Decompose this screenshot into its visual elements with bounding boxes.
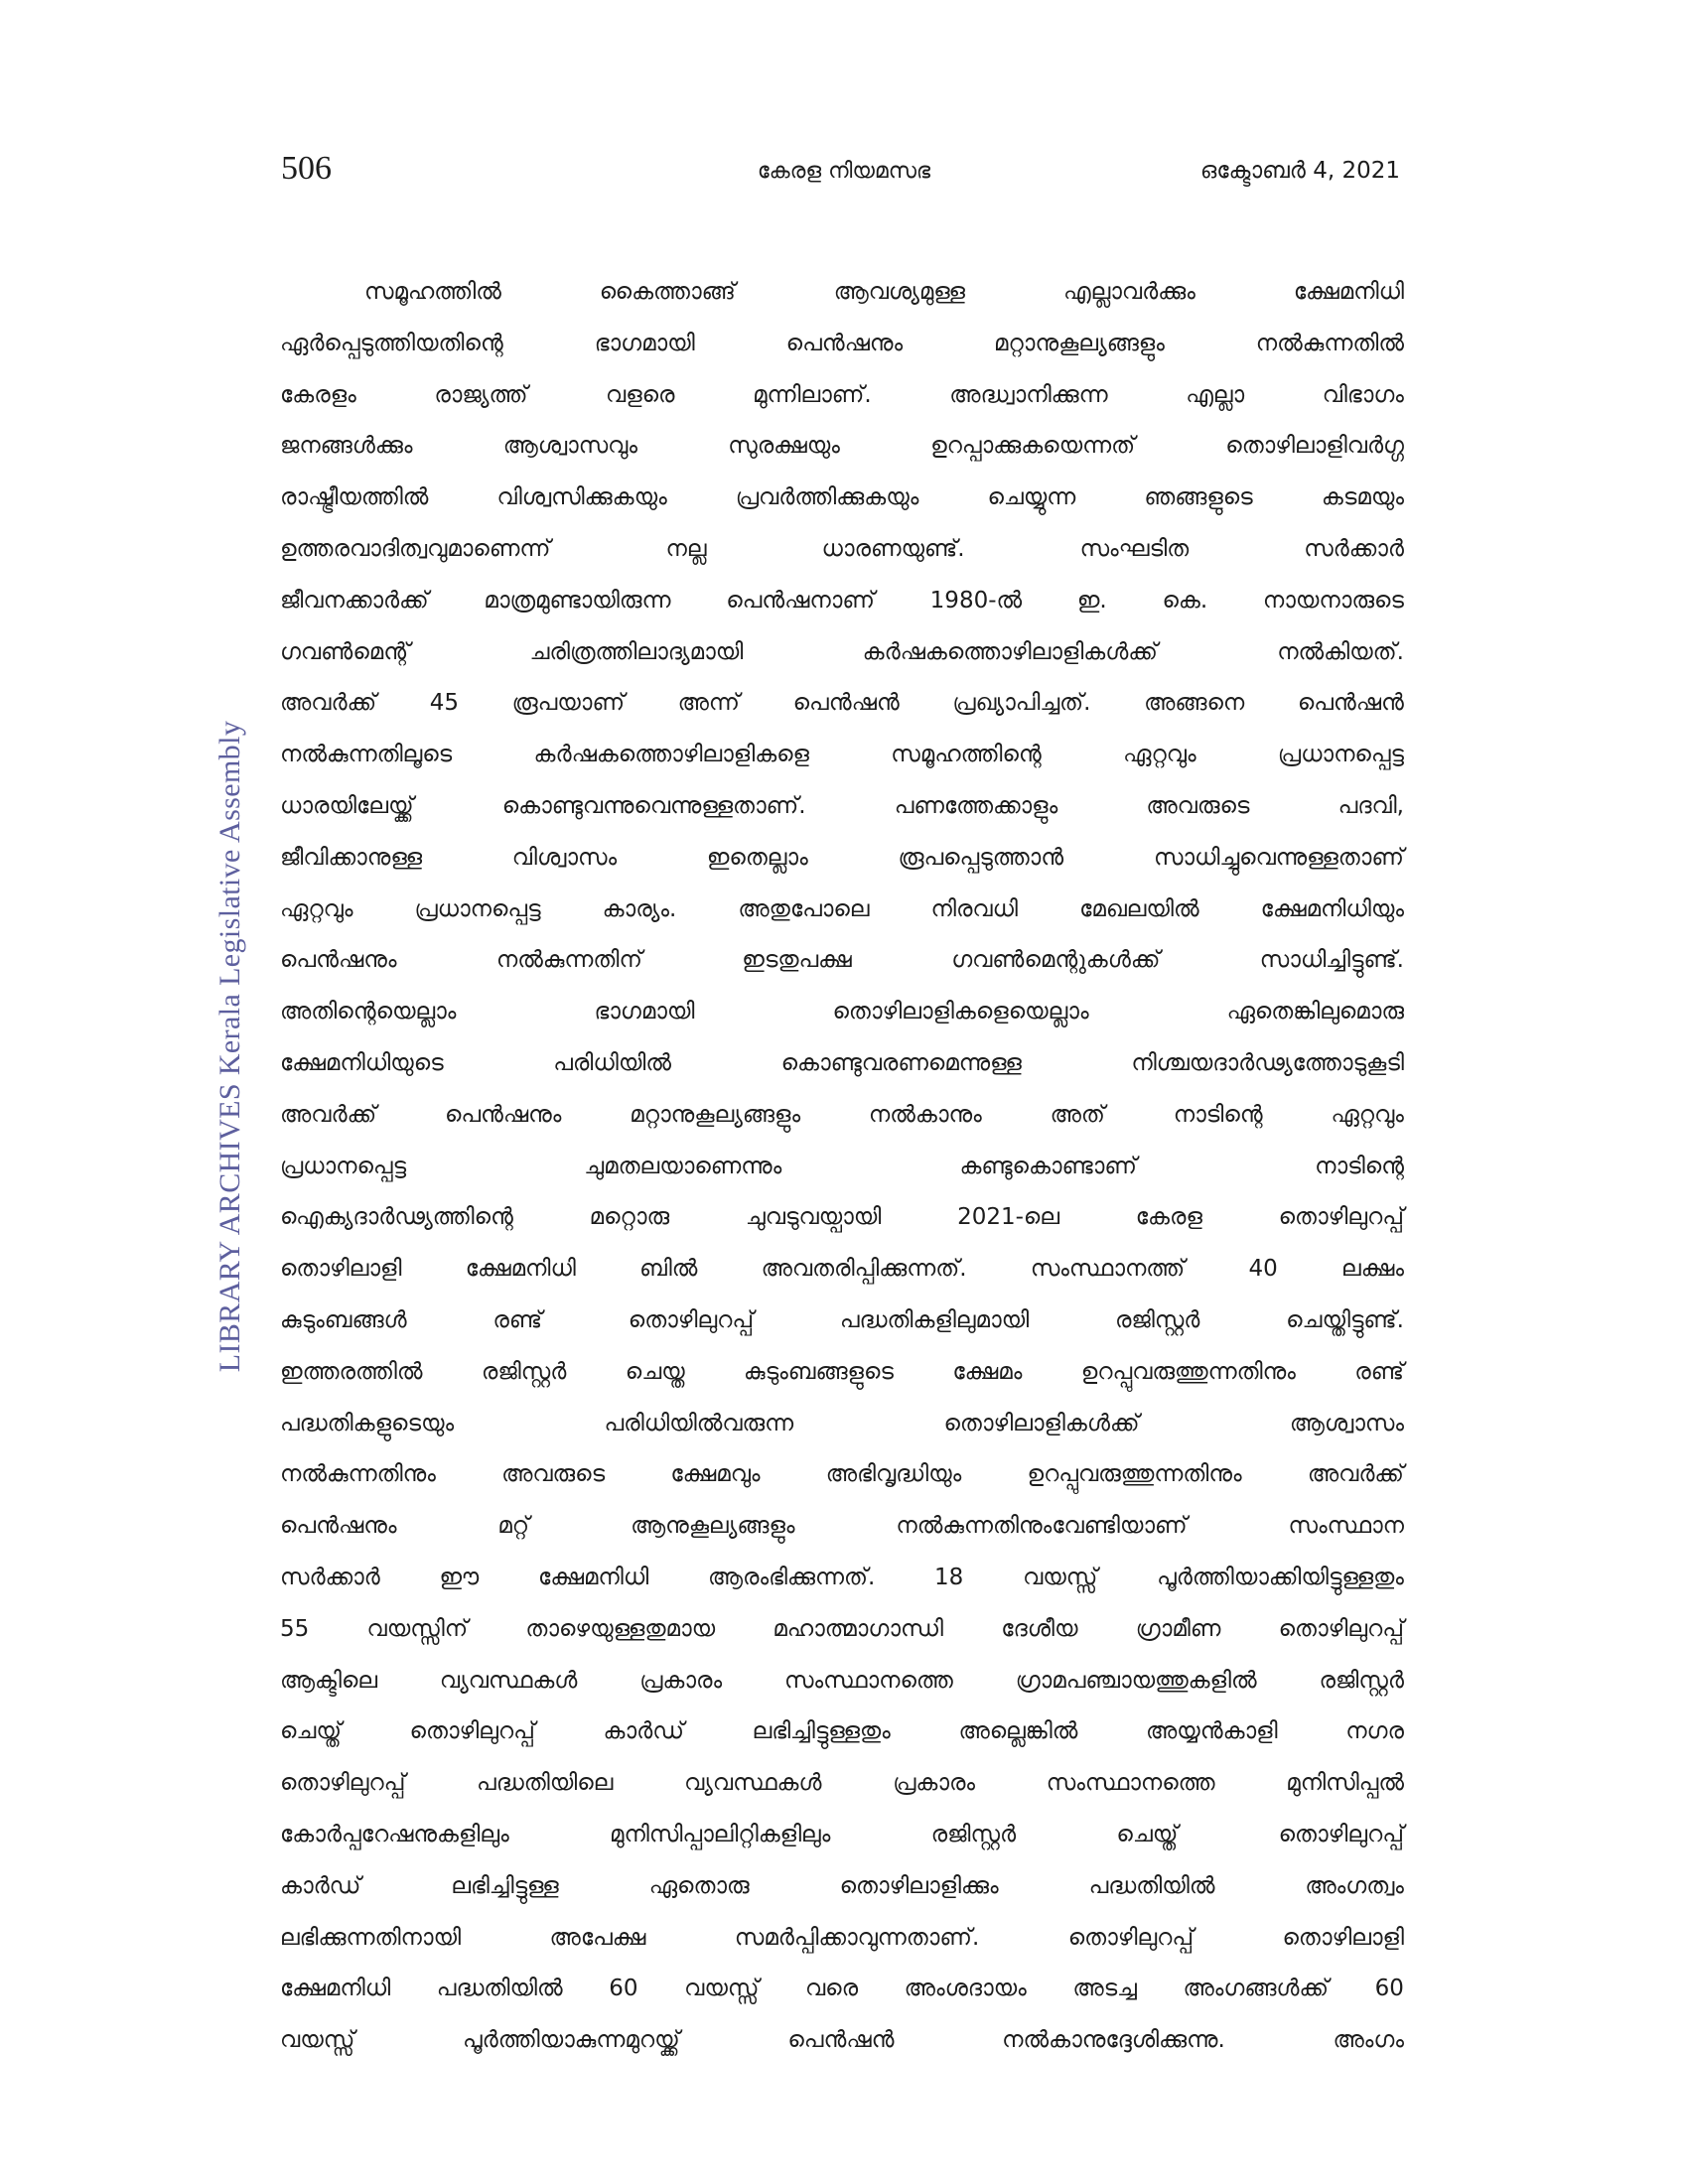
word: ബിൽ	[639, 1256, 698, 1283]
word: ലഭിക്കുന്നതിനായി	[280, 1924, 462, 1951]
word: സംസ്ഥാനത്തെ	[1046, 1770, 1215, 1797]
word: കുടുംബങ്ങളുടെ	[744, 1358, 894, 1385]
word: അഭിവൃദ്ധിയും	[825, 1461, 962, 1488]
word: താഴെയുള്ളതുമായ	[525, 1615, 716, 1642]
body-paragraph	[280, 266, 1404, 2066]
word: ഈ	[439, 1564, 480, 1590]
text-line	[280, 2014, 1404, 2066]
word: അംഗത്വം	[1305, 1872, 1404, 1899]
word: ജീവിക്കാനുള്ള	[280, 844, 423, 871]
word: പൂർത്തിയാക്കിയിട്ടുള്ളതും	[1157, 1564, 1404, 1590]
word: അവരുടെ	[1146, 792, 1250, 819]
word: 60	[1374, 1976, 1404, 2002]
word: പെൻഷൻ	[1297, 690, 1404, 717]
word: അംഗം	[1333, 2027, 1404, 2054]
word: ചരിത്രത്തിലാദ്യമായി	[529, 638, 744, 665]
word: പെൻഷൻ	[792, 690, 900, 717]
word: പ്രകാരം	[893, 1770, 976, 1797]
text-line	[280, 1398, 1404, 1449]
word: രണ്ട്	[492, 1306, 543, 1333]
word: വയസ്സ്	[684, 1976, 760, 2002]
word: പെൻഷനാണ്	[726, 587, 875, 614]
word: കടമയും	[1321, 484, 1404, 511]
text-line	[280, 1448, 1404, 1500]
word: മറ്റാനുകൂല്യങ്ങളും	[994, 330, 1165, 356]
word: തൊഴിലാളികൾക്ക്	[943, 1410, 1140, 1436]
word: ചുവടുവയ്പായി	[745, 1204, 882, 1231]
text-line	[280, 1141, 1404, 1192]
word: സുരക്ഷയും	[728, 433, 840, 460]
word: ക്ഷേമനിധി	[1293, 279, 1404, 305]
word: പെൻഷനും	[444, 1101, 562, 1128]
text-line	[280, 1552, 1404, 1603]
word: ക്ഷേമം	[952, 1358, 1023, 1385]
word: നിരവധി	[930, 895, 1019, 922]
text-line	[280, 369, 1404, 421]
word: രജിസ്റ്റർ	[1114, 1306, 1200, 1333]
word: മുന്നിലാണ്.	[753, 381, 872, 408]
word: ഏറ്റവും	[1331, 1101, 1404, 1128]
word: മേഖലയിൽ	[1079, 895, 1199, 922]
word: ധാരയിലേയ്ക്ക്	[280, 792, 414, 819]
word: ചെയ്യുന്ന	[987, 484, 1076, 511]
word: അംശദായം	[904, 1976, 1027, 2002]
word: ഏർപ്പെടുത്തിയതിന്റെ	[280, 330, 503, 356]
word: അവർക്ക്	[1307, 1461, 1404, 1488]
word: രജിസ്റ്റർ	[1319, 1667, 1404, 1694]
word: കൈത്താങ്ങ്	[599, 279, 736, 305]
word: പ്രധാനപ്പെട്ട	[280, 1153, 407, 1179]
text-line	[280, 1860, 1404, 1912]
word: പദ്ധതിയിലെ	[477, 1770, 614, 1797]
word: വിഭാഗം	[1322, 381, 1404, 408]
word: നൽകുന്നതിനും	[280, 1461, 436, 1488]
word: കർഷകത്തൊഴിലാളികൾക്ക്	[862, 638, 1158, 665]
word: പ്രധാനപ്പെട്ട	[1277, 742, 1404, 768]
word: രണ്ട്	[1354, 1358, 1404, 1385]
word: 45	[429, 690, 460, 717]
word: ഏതെങ്കിലുമൊരു	[1226, 999, 1404, 1025]
word: ലഭിച്ചിട്ടുള്ള	[451, 1872, 559, 1899]
word: മറ്റ്	[497, 1513, 530, 1540]
word: തൊഴിലാളികളെയെല്ലാം	[832, 999, 1089, 1025]
word: പ്രഖ്യാപിച്ചത്.	[952, 690, 1091, 717]
word: രജിസ്റ്റർ	[481, 1358, 567, 1385]
word: സംഘടിത	[1079, 535, 1190, 562]
word: തൊഴിലാളിക്കും	[839, 1872, 999, 1899]
word: 55	[280, 1615, 310, 1642]
word: തൊഴിലുറപ്പ്	[409, 1718, 535, 1745]
word: തൊഴിലുറപ്പ്	[1067, 1924, 1195, 1951]
text-line	[280, 1963, 1404, 2014]
word: അത്	[1050, 1101, 1105, 1128]
page-date: ഒക്ടോബർ 4, 2021	[1199, 158, 1400, 184]
word: വിശ്വസിക്കുകയും	[496, 484, 667, 511]
word: അല്ലെങ്കിൽ	[958, 1718, 1078, 1745]
text-line	[280, 1912, 1404, 1964]
word: അയ്യൻകാളി	[1146, 1718, 1278, 1745]
word: പെൻഷനും	[280, 947, 397, 974]
text-line	[280, 472, 1404, 523]
word: ഉറപ്പുവരുത്തുന്നതിനും	[1080, 1358, 1296, 1385]
word: അവർക്ക്	[280, 690, 377, 717]
text-line	[280, 1706, 1404, 1757]
word: ചെയ്ത്	[1116, 1821, 1179, 1847]
word: ക്ഷേമനിധി	[538, 1564, 649, 1590]
word: ഇ.	[1076, 587, 1107, 614]
text-line	[280, 1243, 1404, 1295]
word: വയസ്സ്	[280, 2027, 355, 2054]
word: രാജ്യത്ത്	[434, 381, 528, 408]
word: പ്രധാനപ്പെട്ട	[414, 895, 541, 922]
text-line	[280, 1655, 1404, 1706]
word: സാധിച്ചിട്ടുണ്ട്.	[1259, 947, 1404, 974]
word: ചുമതലയാണെന്നും	[584, 1153, 782, 1179]
word: 1980-ൽ	[929, 587, 1023, 614]
word: നൽകുന്നതിനുംവേണ്ടിയാണ്	[896, 1513, 1188, 1540]
word: ചെയ്തിട്ടുണ്ട്.	[1286, 1306, 1404, 1333]
word: നൽകാനും	[868, 1101, 982, 1128]
word: ക്ഷേമനിധി	[280, 1976, 391, 2002]
word: മുനിസിപ്പാലിറ്റികളിലും	[610, 1821, 831, 1847]
word: ഏറ്റവും	[280, 895, 353, 922]
text-line	[280, 986, 1404, 1037]
word: തൊഴിലാളി	[280, 1256, 402, 1283]
word: മാത്രമുണ്ടായിരുന്ന	[484, 587, 671, 614]
word: അവതരിപ്പിക്കുന്നത്.	[761, 1256, 967, 1283]
word: ധാരണയുണ്ട്.	[821, 535, 965, 562]
word: പൂർത്തിയാകുന്നമുറയ്ക്ക്	[462, 2027, 680, 2054]
word: വയസ്സ്	[1023, 1564, 1098, 1590]
word: നല്ല	[665, 535, 707, 562]
word: 2021-ലെ	[957, 1204, 1060, 1231]
page-number: 506	[281, 150, 332, 187]
word: സാധിച്ചുവെന്നുള്ളതാണ്	[1153, 844, 1404, 871]
word: ഭാഗമായി	[594, 330, 695, 356]
word: തൊഴിലുറപ്പ്	[1278, 1821, 1404, 1847]
word: പെൻഷനും	[785, 330, 904, 356]
word: അങ്ങനെ	[1144, 690, 1245, 717]
word: വളരെ	[606, 381, 675, 408]
text-line	[280, 677, 1404, 729]
word: ആശ്വാസം	[1289, 1410, 1404, 1436]
word: ഇടതുപക്ഷ	[742, 947, 852, 974]
text-line	[280, 780, 1404, 832]
text-line	[280, 266, 1404, 318]
word: നാടിന്റെ	[1173, 1101, 1263, 1128]
text-line	[280, 1757, 1404, 1809]
word: ക്ഷേമനിധിയുടെ	[280, 1049, 444, 1076]
word: ലക്ഷം	[1341, 1256, 1404, 1283]
word: ഭാഗമായി	[594, 999, 695, 1025]
word: ക്ഷേമനിധി	[465, 1256, 576, 1283]
word: സർക്കാർ	[280, 1564, 380, 1590]
word: 40	[1248, 1256, 1278, 1283]
word: ആക്ടിലെ	[280, 1667, 378, 1694]
word: തൊഴിലുറപ്പ്	[280, 1770, 406, 1797]
word: ഗവൺമെന്റുകൾക്ക്	[951, 947, 1161, 974]
word: ഞങ്ങളുടെ	[1144, 484, 1253, 511]
word: കാര്യം.	[602, 895, 677, 922]
word: സംസ്ഥാന	[1288, 1513, 1404, 1540]
word: ക്ഷേമവും	[670, 1461, 761, 1488]
word: വരെ	[804, 1976, 859, 2002]
word: മഹാത്മാഗാന്ധി	[773, 1615, 943, 1642]
word: നൽകാനുദ്ദേശിക്കുന്നു.	[1002, 2027, 1225, 2054]
word: കാർഡ്	[280, 1872, 361, 1899]
word: നൽകിയത്.	[1277, 638, 1404, 665]
word: ഉത്തരവാദിത്വവുമാണെന്ന്	[280, 535, 551, 562]
word: അടച്ച	[1072, 1976, 1137, 2002]
word: നാടിന്റെ	[1315, 1153, 1404, 1179]
text-line	[280, 832, 1404, 884]
word: പണത്തേക്കാളും	[894, 792, 1058, 819]
text-line	[280, 1603, 1404, 1655]
word: നൽകുന്നതിൽ	[1255, 330, 1404, 356]
word: ചെയ്ത്	[280, 1718, 342, 1745]
word: രാഷ്ട്രീയത്തിൽ	[280, 484, 429, 511]
text-line	[280, 1037, 1404, 1089]
word: കുടുംബങ്ങൾ	[280, 1306, 407, 1333]
word: കൊണ്ടുവരണമെന്നുള്ള	[780, 1049, 1022, 1076]
word: 60	[609, 1976, 638, 2002]
text-line	[280, 729, 1404, 780]
word: അപേക്ഷ	[549, 1924, 646, 1951]
word: രജിസ്റ്റർ	[930, 1821, 1017, 1847]
word: സമർപ്പിക്കാവുന്നതാണ്.	[734, 1924, 980, 1951]
word: കോർപ്പറേഷനുകളിലും	[280, 1821, 509, 1847]
text-line	[280, 1191, 1404, 1243]
word: സംസ്ഥാനത്ത്	[1030, 1256, 1186, 1283]
word: ആവശ്യമുള്ള	[833, 279, 965, 305]
word: അതിന്റെയെല്ലാം	[280, 999, 457, 1025]
word: ഉറപ്പാക്കുകയെന്നത്	[930, 433, 1136, 460]
word: മറ്റാനുകൂല്യങ്ങളും	[630, 1101, 801, 1128]
text-line	[280, 626, 1404, 678]
word: ഏറ്റവും	[1123, 742, 1196, 768]
text-line	[280, 575, 1404, 626]
word: പരിധിയിൽവരുന്ന	[604, 1410, 794, 1436]
word: പദവി,	[1337, 792, 1404, 819]
word: ജീവനക്കാർക്ക്	[280, 587, 429, 614]
word: സമൂഹത്തിന്റെ	[891, 742, 1042, 768]
text-line	[280, 1346, 1404, 1398]
word: നായനാരുടെ	[1262, 587, 1404, 614]
word: അദ്ധ്വാനിക്കുന്ന	[949, 381, 1108, 408]
word: മറ്റൊരു	[589, 1204, 670, 1231]
word: നഗര	[1345, 1718, 1404, 1745]
word: എല്ലാ	[1186, 381, 1245, 408]
word: എല്ലാവർക്കും	[1062, 279, 1196, 305]
word: 18	[934, 1564, 964, 1590]
word: വ്യവസ്ഥകൾ	[439, 1667, 578, 1694]
word: പദ്ധതിയിൽ	[1088, 1872, 1215, 1899]
word: നൽകുന്നതിലൂടെ	[280, 742, 453, 768]
word: ആരംഭിക്കുന്നത്.	[707, 1564, 876, 1590]
word: ലഭിച്ചിട്ടുള്ളതും	[752, 1718, 891, 1745]
text-line	[280, 884, 1404, 935]
word: വിശ്വാസം	[511, 844, 618, 871]
word: കർഷകത്തൊഴിലാളികളെ	[533, 742, 809, 768]
text-line	[280, 1089, 1404, 1141]
word: ക്ഷേമനിധിയും	[1260, 895, 1404, 922]
word: വയസ്സിന്	[366, 1615, 469, 1642]
word: ഗവൺമെന്റ്	[280, 638, 411, 665]
word: അംഗങ്ങൾക്ക്	[1183, 1976, 1330, 2002]
word: തൊഴിലാളിവർഗ്ഗ	[1225, 433, 1404, 460]
word: ഐക്യദാർഢ്യത്തിന്റെ	[280, 1204, 513, 1231]
text-line	[280, 1809, 1404, 1860]
word: വ്യവസ്ഥകൾ	[684, 1770, 822, 1797]
word: കേരള	[1135, 1204, 1202, 1231]
word: തൊഴിലുറപ്പ്	[1278, 1615, 1404, 1642]
word: അവർക്ക്	[280, 1101, 377, 1128]
word: രൂപപ്പെടുത്താൻ	[898, 844, 1064, 871]
text-line	[280, 523, 1404, 575]
word: ഏതൊരു	[648, 1872, 750, 1899]
word: ആശ്വാസവും	[502, 433, 638, 460]
word: അതുപോലെ	[738, 895, 870, 922]
word: അവരുടെ	[501, 1461, 606, 1488]
word: കേരളം	[280, 381, 356, 408]
word: മുനിസിപ്പൽ	[1286, 1770, 1404, 1797]
word: ജനങ്ങൾക്കും	[280, 433, 413, 460]
word: പദ്ധതികളുടെയും	[280, 1410, 455, 1436]
word: അന്ന്	[677, 690, 740, 717]
word: നിശ്ചയദാർഢ്യത്തോടുകൂടി	[1131, 1049, 1404, 1076]
word: പരിധിയിൽ	[553, 1049, 672, 1076]
text-line	[280, 934, 1404, 986]
word: തൊഴിലുറപ്പ്	[1278, 1204, 1404, 1231]
word: സർക്കാർ	[1304, 535, 1404, 562]
word: കാർഡ്	[603, 1718, 684, 1745]
word: സമൂഹത്തിൽ	[364, 279, 501, 305]
word: പ്രവർത്തിക്കുകയും	[735, 484, 919, 511]
word: നൽകുന്നതിന്	[495, 947, 642, 974]
word: തൊഴിലുറപ്പ്	[628, 1306, 755, 1333]
word: രൂപയാണ്	[511, 690, 626, 717]
text-line	[280, 420, 1404, 472]
word: പെൻഷൻ	[787, 2027, 895, 2054]
word: ഇതെല്ലാം	[706, 844, 808, 871]
archive-watermark: LIBRARY ARCHIVES Kerala Legislative Assembly	[213, 720, 246, 1373]
word: ഗ്രാമപഞ്ചായത്തുകളിൽ	[1015, 1667, 1257, 1694]
word: കൊണ്ടുവന്നുവെന്നുള്ളതാണ്.	[501, 792, 806, 819]
word: ആനുകൂല്യങ്ങളും	[631, 1513, 795, 1540]
running-title: കേരള നിയമസഭ	[757, 159, 931, 184]
word: തൊഴിലാളി	[1282, 1924, 1404, 1951]
word: ഗ്രാമീണ	[1135, 1615, 1221, 1642]
word: കെ.	[1162, 587, 1208, 614]
word: പ്രകാരം	[639, 1667, 723, 1694]
text-line	[280, 1295, 1404, 1346]
word: ഉറപ്പുവരുത്തുന്നതിനും	[1027, 1461, 1242, 1488]
word: പദ്ധതിയിൽ	[436, 1976, 563, 2002]
word: കണ്ടുകൊണ്ടാണ്	[959, 1153, 1137, 1179]
word: ചെയ്ത	[625, 1358, 685, 1385]
word: ദേശീയ	[1001, 1615, 1078, 1642]
word: പദ്ധതികളിലുമായി	[839, 1306, 1030, 1333]
word: പെൻഷനും	[280, 1513, 397, 1540]
text-line	[280, 318, 1404, 369]
word: ഇത്തരത്തിൽ	[280, 1358, 423, 1385]
word: സംസ്ഥാനത്തെ	[784, 1667, 953, 1694]
text-line	[280, 1500, 1404, 1552]
